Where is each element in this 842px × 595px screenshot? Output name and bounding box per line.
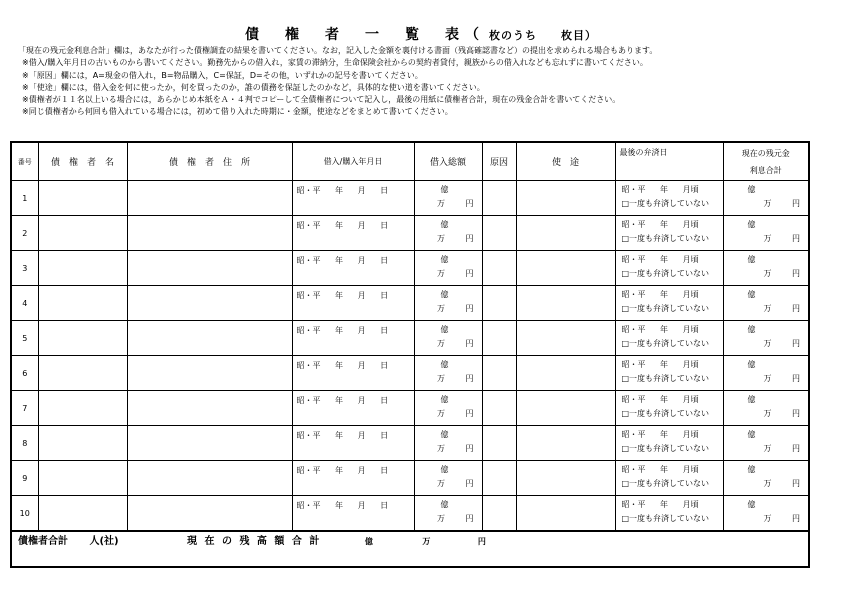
amount-man-en: 万 円 <box>436 479 474 488</box>
last-payment-date: 昭・平 年 月頃 <box>621 465 699 474</box>
last-payment-field[interactable] <box>615 496 723 532</box>
balance-oku: 億 <box>747 430 756 439</box>
borrow-amount-field[interactable] <box>414 216 482 251</box>
header-current-line2: 利息合計 <box>749 165 782 175</box>
note-line: ※同じ債権者から何回も借入れている場合には，初めて借り入れた時期に・金額，使途などをまとめて書いてください。 <box>22 107 453 117</box>
current-balance-field[interactable] <box>723 216 809 251</box>
row-number: 5 <box>11 321 38 356</box>
table-row <box>11 426 809 461</box>
borrow-amount-field[interactable] <box>414 321 482 356</box>
table-row <box>11 216 809 251</box>
table-row <box>11 251 809 286</box>
balance-man-en: 万 円 <box>763 514 800 523</box>
never-paid-checkbox[interactable]: □一度も弁済していない <box>621 479 710 488</box>
creditor-address-field[interactable] <box>127 216 292 251</box>
borrow-amount-field[interactable] <box>414 496 482 532</box>
creditor-name-field[interactable] <box>38 216 127 251</box>
borrow-date-text: 昭・平 年 月 日 <box>296 326 389 335</box>
balance-total-label: 現 在 の 残 高 額 合 計 <box>187 536 322 547</box>
borrow-date-text: 昭・平 年 月 日 <box>296 361 389 370</box>
cause-field[interactable] <box>482 321 516 356</box>
table-row <box>11 321 809 356</box>
balance-oku: 億 <box>747 395 756 404</box>
borrow-date-field[interactable] <box>292 391 414 426</box>
never-paid-checkbox[interactable]: □一度も弁済していない <box>621 199 710 208</box>
usage-field[interactable] <box>516 286 615 321</box>
creditor-address-field[interactable] <box>127 496 292 532</box>
creditor-address-field[interactable] <box>127 426 292 461</box>
borrow-date-field[interactable] <box>292 251 414 286</box>
balance-oku: 億 <box>747 290 756 299</box>
document-title <box>0 24 842 44</box>
balance-total-oku: 億 <box>364 537 373 546</box>
last-payment-field[interactable] <box>615 391 723 426</box>
borrow-date-field[interactable] <box>292 286 414 321</box>
never-paid-checkbox[interactable]: □一度も弁済していない <box>621 304 710 313</box>
header-last-payment: 最後の弁済日 <box>615 142 723 181</box>
amount-oku: 億 <box>440 360 449 369</box>
amount-man-en: 万 円 <box>436 444 474 453</box>
balance-man-en: 万 円 <box>763 444 800 453</box>
creditor-address-field[interactable] <box>127 286 292 321</box>
borrow-date-text: 昭・平 年 月 日 <box>296 221 389 230</box>
creditor-total-unit: 人(社) <box>89 536 119 547</box>
header-current-line1: 現在の残元金 <box>741 148 790 158</box>
instructions <box>18 45 818 119</box>
cause-field[interactable] <box>482 251 516 286</box>
creditor-name-field[interactable] <box>38 321 127 356</box>
last-payment-date: 昭・平 年 月頃 <box>621 430 699 439</box>
cause-field[interactable] <box>482 356 516 391</box>
creditor-address-field[interactable] <box>127 181 292 216</box>
creditor-address-field[interactable] <box>127 251 292 286</box>
usage-field[interactable] <box>516 391 615 426</box>
cause-field[interactable] <box>482 216 516 251</box>
title-main: 債 権 者 一 覧 表（ <box>245 27 485 43</box>
balance-oku: 億 <box>747 465 756 474</box>
current-balance-field[interactable] <box>723 356 809 391</box>
borrow-date-field[interactable] <box>292 426 414 461</box>
borrow-date-field[interactable] <box>292 461 414 496</box>
header-no: 番号 <box>11 142 38 181</box>
last-payment-date: 昭・平 年 月頃 <box>621 185 699 194</box>
amount-oku: 億 <box>440 500 449 509</box>
borrow-amount-field[interactable] <box>414 286 482 321</box>
amount-man-en: 万 円 <box>436 234 474 243</box>
row-number: 1 <box>11 181 38 216</box>
borrow-amount-field[interactable] <box>414 251 482 286</box>
balance-oku: 億 <box>747 360 756 369</box>
current-balance-field[interactable] <box>723 286 809 321</box>
last-payment-date: 昭・平 年 月頃 <box>621 395 699 404</box>
borrow-date-text: 昭・平 年 月 日 <box>296 256 389 265</box>
balance-oku: 億 <box>747 500 756 509</box>
last-payment-field[interactable] <box>615 321 723 356</box>
amount-man-en: 万 円 <box>436 409 474 418</box>
borrow-date-text: 昭・平 年 月 日 <box>296 186 389 195</box>
balance-man-en: 万 円 <box>763 304 800 313</box>
creditor-name-field[interactable] <box>38 251 127 286</box>
creditor-address-field[interactable] <box>127 356 292 391</box>
row-number: 6 <box>11 356 38 391</box>
current-balance-field[interactable] <box>723 251 809 286</box>
last-payment-field[interactable] <box>615 216 723 251</box>
balance-man-en: 万 円 <box>763 479 800 488</box>
last-payment-date: 昭・平 年 月頃 <box>621 325 699 334</box>
note-line: ※「原因」欄には，A=現金の借入れ，B=物品購入，C=保証，D=その他，いずれかの記号を書いてください。 <box>22 70 423 80</box>
creditor-name-field[interactable] <box>38 461 127 496</box>
balance-oku: 億 <box>747 255 756 264</box>
amount-man-en: 万 円 <box>436 199 474 208</box>
balance-oku: 億 <box>747 185 756 194</box>
last-payment-field[interactable] <box>615 426 723 461</box>
table-row <box>11 391 809 426</box>
last-payment-field[interactable] <box>615 286 723 321</box>
borrow-date-field[interactable] <box>292 356 414 391</box>
creditor-total-label: 債権者合計 <box>18 536 68 547</box>
table-row <box>11 461 809 496</box>
header-address: 債 権 者 住 所 <box>127 142 292 181</box>
borrow-date-text: 昭・平 年 月 日 <box>296 291 389 300</box>
balance-total-man: 万 <box>422 537 431 546</box>
current-balance-field[interactable] <box>723 496 809 532</box>
amount-oku: 億 <box>440 395 449 404</box>
usage-field[interactable] <box>516 321 615 356</box>
balance-man-en: 万 円 <box>763 269 800 278</box>
borrow-date-field[interactable] <box>292 181 414 216</box>
amount-oku: 億 <box>440 290 449 299</box>
borrow-amount-field[interactable] <box>414 391 482 426</box>
creditor-name-field[interactable] <box>38 356 127 391</box>
header-current-balance <box>723 142 809 181</box>
amount-oku: 億 <box>440 325 449 334</box>
row-number: 3 <box>11 251 38 286</box>
balance-man-en: 万 円 <box>763 199 800 208</box>
never-paid-checkbox[interactable]: □一度も弁済していない <box>621 514 710 523</box>
row-number: 10 <box>11 496 38 532</box>
cause-field[interactable] <box>482 286 516 321</box>
table-header <box>11 142 809 181</box>
borrow-amount-field[interactable] <box>414 426 482 461</box>
never-paid-checkbox[interactable]: □一度も弁済していない <box>621 269 710 278</box>
borrow-amount-field[interactable] <box>414 356 482 391</box>
borrow-date-text: 昭・平 年 月 日 <box>296 396 389 405</box>
cause-field[interactable] <box>482 461 516 496</box>
last-payment-date: 昭・平 年 月頃 <box>621 255 699 264</box>
last-payment-field[interactable] <box>615 356 723 391</box>
amount-man-en: 万 円 <box>436 374 474 383</box>
last-payment-date: 昭・平 年 月頃 <box>621 360 699 369</box>
last-payment-field[interactable] <box>615 461 723 496</box>
balance-man-en: 万 円 <box>763 234 800 243</box>
usage-field[interactable] <box>516 496 615 532</box>
last-payment-date: 昭・平 年 月頃 <box>621 290 699 299</box>
last-payment-date: 昭・平 年 月頃 <box>621 500 699 509</box>
creditor-name-field[interactable] <box>38 181 127 216</box>
amount-man-en: 万 円 <box>436 339 474 348</box>
usage-field[interactable] <box>516 356 615 391</box>
table-footer <box>11 531 809 567</box>
creditor-address-field[interactable] <box>127 391 292 426</box>
current-balance-field[interactable] <box>723 321 809 356</box>
borrow-date-field[interactable] <box>292 496 414 532</box>
row-number: 9 <box>11 461 38 496</box>
balance-oku: 億 <box>747 220 756 229</box>
row-number: 4 <box>11 286 38 321</box>
amount-man-en: 万 円 <box>436 269 474 278</box>
borrow-date-field[interactable] <box>292 321 414 356</box>
amount-man-en: 万 円 <box>436 514 474 523</box>
usage-field[interactable] <box>516 251 615 286</box>
current-balance-field[interactable] <box>723 181 809 216</box>
cause-field[interactable] <box>482 391 516 426</box>
balance-man-en: 万 円 <box>763 339 800 348</box>
borrow-date-text: 昭・平 年 月 日 <box>296 431 389 440</box>
amount-oku: 億 <box>440 465 449 474</box>
header-amount: 借入総額 <box>414 142 482 181</box>
amount-man-en: 万 円 <box>436 304 474 313</box>
usage-field[interactable] <box>516 426 615 461</box>
current-balance-field[interactable] <box>723 426 809 461</box>
creditor-total-cell[interactable] <box>11 531 127 567</box>
table-row <box>11 286 809 321</box>
creditor-address-field[interactable] <box>127 321 292 356</box>
table-row <box>11 181 809 216</box>
note-line: 「現在の残元金利息合計」欄は，あなたが行った債権調査の結果を書いてください。なお，記入した金額を裏付ける書面（残高確認書など）の提出を求められる場合もあります。 <box>18 46 658 55</box>
balance-man-en: 万 円 <box>763 374 800 383</box>
never-paid-checkbox[interactable]: □一度も弁済していない <box>621 444 710 453</box>
usage-field[interactable] <box>516 461 615 496</box>
borrow-date-text: 昭・平 年 月 日 <box>296 501 389 510</box>
usage-field[interactable] <box>516 181 615 216</box>
creditor-table <box>10 141 810 568</box>
header-usage: 使 途 <box>516 142 615 181</box>
never-paid-checkbox[interactable]: □一度も弁済していない <box>621 374 710 383</box>
amount-oku: 億 <box>440 185 449 194</box>
current-balance-field[interactable] <box>723 461 809 496</box>
header-name: 債 権 者 名 <box>38 142 127 181</box>
last-payment-field[interactable] <box>615 181 723 216</box>
amount-oku: 億 <box>440 255 449 264</box>
header-date: 借入/購入年月日 <box>292 142 414 181</box>
table-row <box>11 496 809 532</box>
balance-total-en: 円 <box>477 537 486 546</box>
note-line: ※借入/購入年月日の古いものから書いてください。勤務先からの借入れ，家賃の滞納分，生命保険会社からの契約者貸付，親族からの借入れなども忘れずに書いてください。 <box>22 58 648 68</box>
row-number: 8 <box>11 426 38 461</box>
borrow-date-field[interactable] <box>292 216 414 251</box>
creditor-name-field[interactable] <box>38 391 127 426</box>
balance-man-en: 万 円 <box>763 409 800 418</box>
note-line: ※「使途」欄には，借入金を何に使ったか，何を買ったのか，誰の債務を保証したのかなど，具体的な使い道を書いてください。 <box>22 82 485 92</box>
balance-total-cell[interactable] <box>127 531 809 567</box>
balance-oku: 億 <box>747 325 756 334</box>
header-cause: 原因 <box>482 142 516 181</box>
borrow-date-text: 昭・平 年 月 日 <box>296 466 389 475</box>
cause-field[interactable] <box>482 496 516 532</box>
borrow-amount-field[interactable] <box>414 461 482 496</box>
cause-field[interactable] <box>482 426 516 461</box>
last-payment-date: 昭・平 年 月頃 <box>621 220 699 229</box>
row-number: 2 <box>11 216 38 251</box>
current-balance-field[interactable] <box>723 391 809 426</box>
title-sheet-count: 枚のうち 枚目） <box>489 29 597 42</box>
amount-oku: 億 <box>440 430 449 439</box>
note-line: ※債権者が１１名以上いる場合には，あらかじめ本紙をＡ・４判でコピーして全債権者について記入し，最後の用紙に債権者合計，現在の残金合計を書いてください。 <box>22 95 621 105</box>
creditor-name-field[interactable] <box>38 286 127 321</box>
borrow-amount-field[interactable] <box>414 181 482 216</box>
cause-field[interactable] <box>482 181 516 216</box>
never-paid-checkbox[interactable]: □一度も弁済していない <box>621 234 710 243</box>
row-number: 7 <box>11 391 38 426</box>
last-payment-field[interactable] <box>615 251 723 286</box>
table-row <box>11 356 809 391</box>
creditor-address-field[interactable] <box>127 461 292 496</box>
creditor-name-field[interactable] <box>38 426 127 461</box>
amount-oku: 億 <box>440 220 449 229</box>
never-paid-checkbox[interactable]: □一度も弁済していない <box>621 339 710 348</box>
never-paid-checkbox[interactable]: □一度も弁済していない <box>621 409 710 418</box>
creditor-name-field[interactable] <box>38 496 127 532</box>
usage-field[interactable] <box>516 216 615 251</box>
